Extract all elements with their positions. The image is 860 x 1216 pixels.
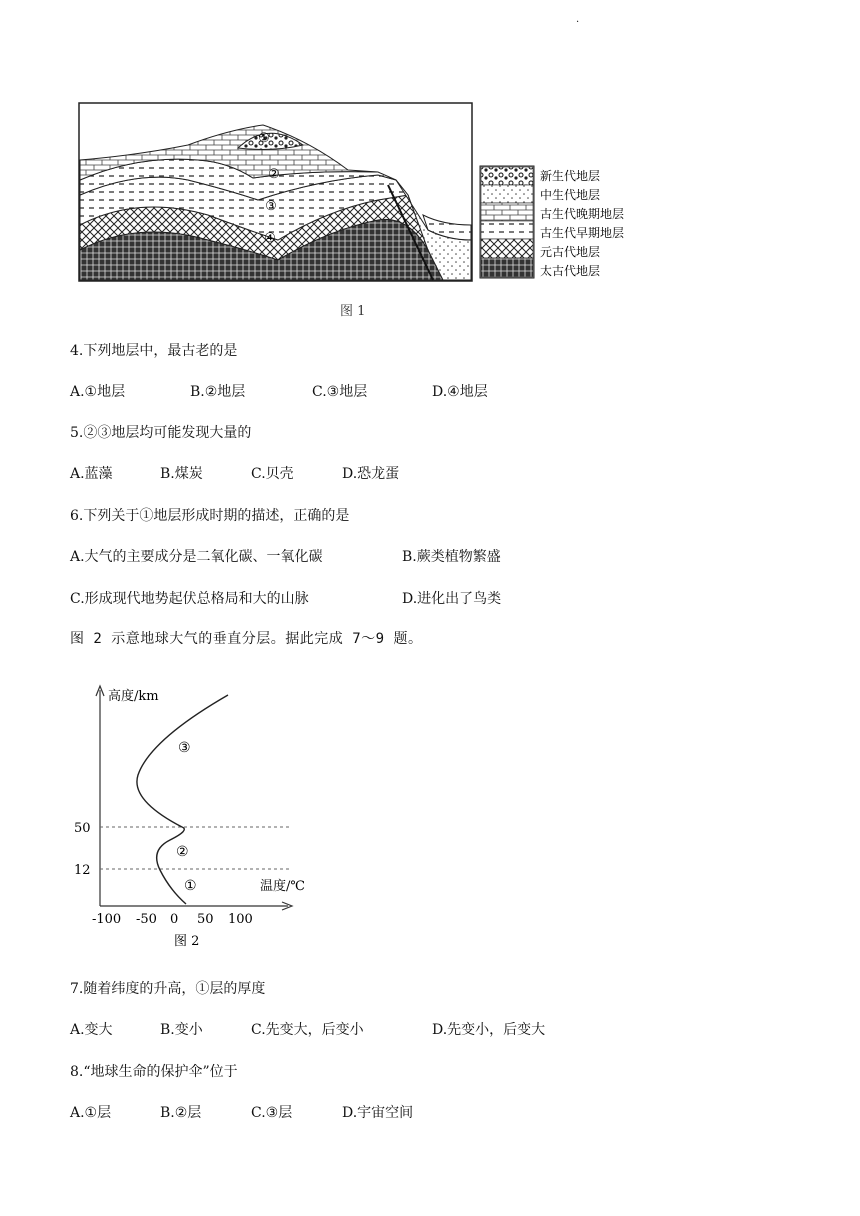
figure2-caption: 图 2	[174, 934, 200, 949]
fig2-layer-label-2: ②	[176, 844, 189, 860]
x-tick-100: 100	[228, 912, 253, 927]
q7-option-a: A.变大	[70, 1022, 113, 1038]
q8-option-b: B.②层	[160, 1105, 202, 1121]
q6-option-d: D.进化出了鸟类	[402, 591, 502, 607]
fig1-layer-label-4: ④	[264, 231, 276, 246]
q5-option-a: A.蓝藻	[70, 466, 113, 482]
x-tick-0: 0	[170, 912, 179, 927]
q5-option-c: C.贝壳	[251, 466, 294, 482]
legend-swatch-mesozoic	[481, 185, 533, 203]
question-4-stem: 4.下列地层中，最古老的是	[70, 343, 238, 359]
fig1-layer-label-1: ①	[258, 131, 270, 146]
figure1-geologic-section	[78, 100, 648, 285]
question-8-stem: 8.“地球生命的保护伞”位于	[70, 1064, 238, 1080]
fig1-legend	[480, 166, 624, 278]
q4-option-c: C.③地层	[312, 384, 368, 400]
q6-option-c: C.形成现代地势起伏总格局和大的山脉	[70, 591, 309, 607]
figure1-caption: 图 1	[340, 304, 366, 319]
legend-swatch-cenozoic	[481, 167, 533, 185]
top-mark: .	[576, 14, 580, 25]
q6-option-b: B.蕨类植物繁盛	[402, 549, 501, 565]
q4-option-a: A.①地层	[70, 384, 126, 400]
temperature-curve	[137, 695, 228, 904]
q4-option-d: D.④地层	[432, 384, 488, 400]
x-tick-50: 50	[197, 912, 214, 927]
fig2-layer-label-1: ①	[184, 878, 197, 894]
x-tick-neg100: -100	[92, 912, 122, 927]
legend-label-archean: 太古代地层	[540, 264, 601, 278]
question-7-stem: 7.随着纬度的升高，①层的厚度	[70, 981, 266, 997]
legend-label-late-paleozoic: 古生代晚期地层	[540, 207, 625, 221]
q8-option-a: A.①层	[70, 1105, 112, 1121]
fig2-layer-label-3: ③	[178, 740, 191, 756]
legend-label-early-paleozoic: 古生代早期地层	[540, 226, 625, 240]
q5-option-b: B.煤炭	[160, 466, 203, 482]
legend-swatch-archean	[481, 258, 533, 277]
q8-option-c: C.③层	[251, 1105, 293, 1121]
fig1-layer-label-2: ②	[268, 167, 280, 182]
y-tick-50: 50	[74, 821, 91, 836]
legend-swatch-early-paleozoic	[481, 221, 533, 239]
q7-option-d: D.先变小，后变大	[432, 1022, 546, 1038]
legend-label-cenozoic: 新生代地层	[540, 169, 601, 183]
q8-option-d: D.宇宙空间	[342, 1105, 414, 1121]
legend-label-proterozoic: 元古代地层	[540, 245, 601, 259]
legend-swatch-late-paleozoic	[481, 203, 533, 221]
legend-label-mesozoic: 中生代地层	[540, 188, 601, 202]
y-axis-label: 高度/km	[108, 689, 159, 704]
q4-option-b: B.②地层	[190, 384, 246, 400]
figure2-intro: 图 2 示意地球大气的垂直分层。据此完成 7～9 题。	[70, 631, 423, 647]
q7-option-b: B.变小	[160, 1022, 203, 1038]
question-6-stem: 6.下列关于①地层形成时期的描述，正确的是	[70, 508, 350, 524]
x-axis-label: 温度/℃	[260, 879, 305, 894]
legend-swatch-proterozoic	[481, 239, 533, 258]
q6-option-a: A.大气的主要成分是二氧化碳、一氧化碳	[70, 549, 323, 565]
x-tick-neg50: -50	[136, 912, 157, 927]
q5-option-d: D.恐龙蛋	[342, 466, 400, 482]
fig1-layer-label-3: ③	[265, 199, 277, 214]
y-tick-12: 12	[74, 863, 91, 878]
question-5-stem: 5.②③地层均可能发现大量的	[70, 425, 252, 441]
figure2-atmosphere-profile	[70, 680, 330, 955]
q7-option-c: C.先变大，后变小	[251, 1022, 364, 1038]
